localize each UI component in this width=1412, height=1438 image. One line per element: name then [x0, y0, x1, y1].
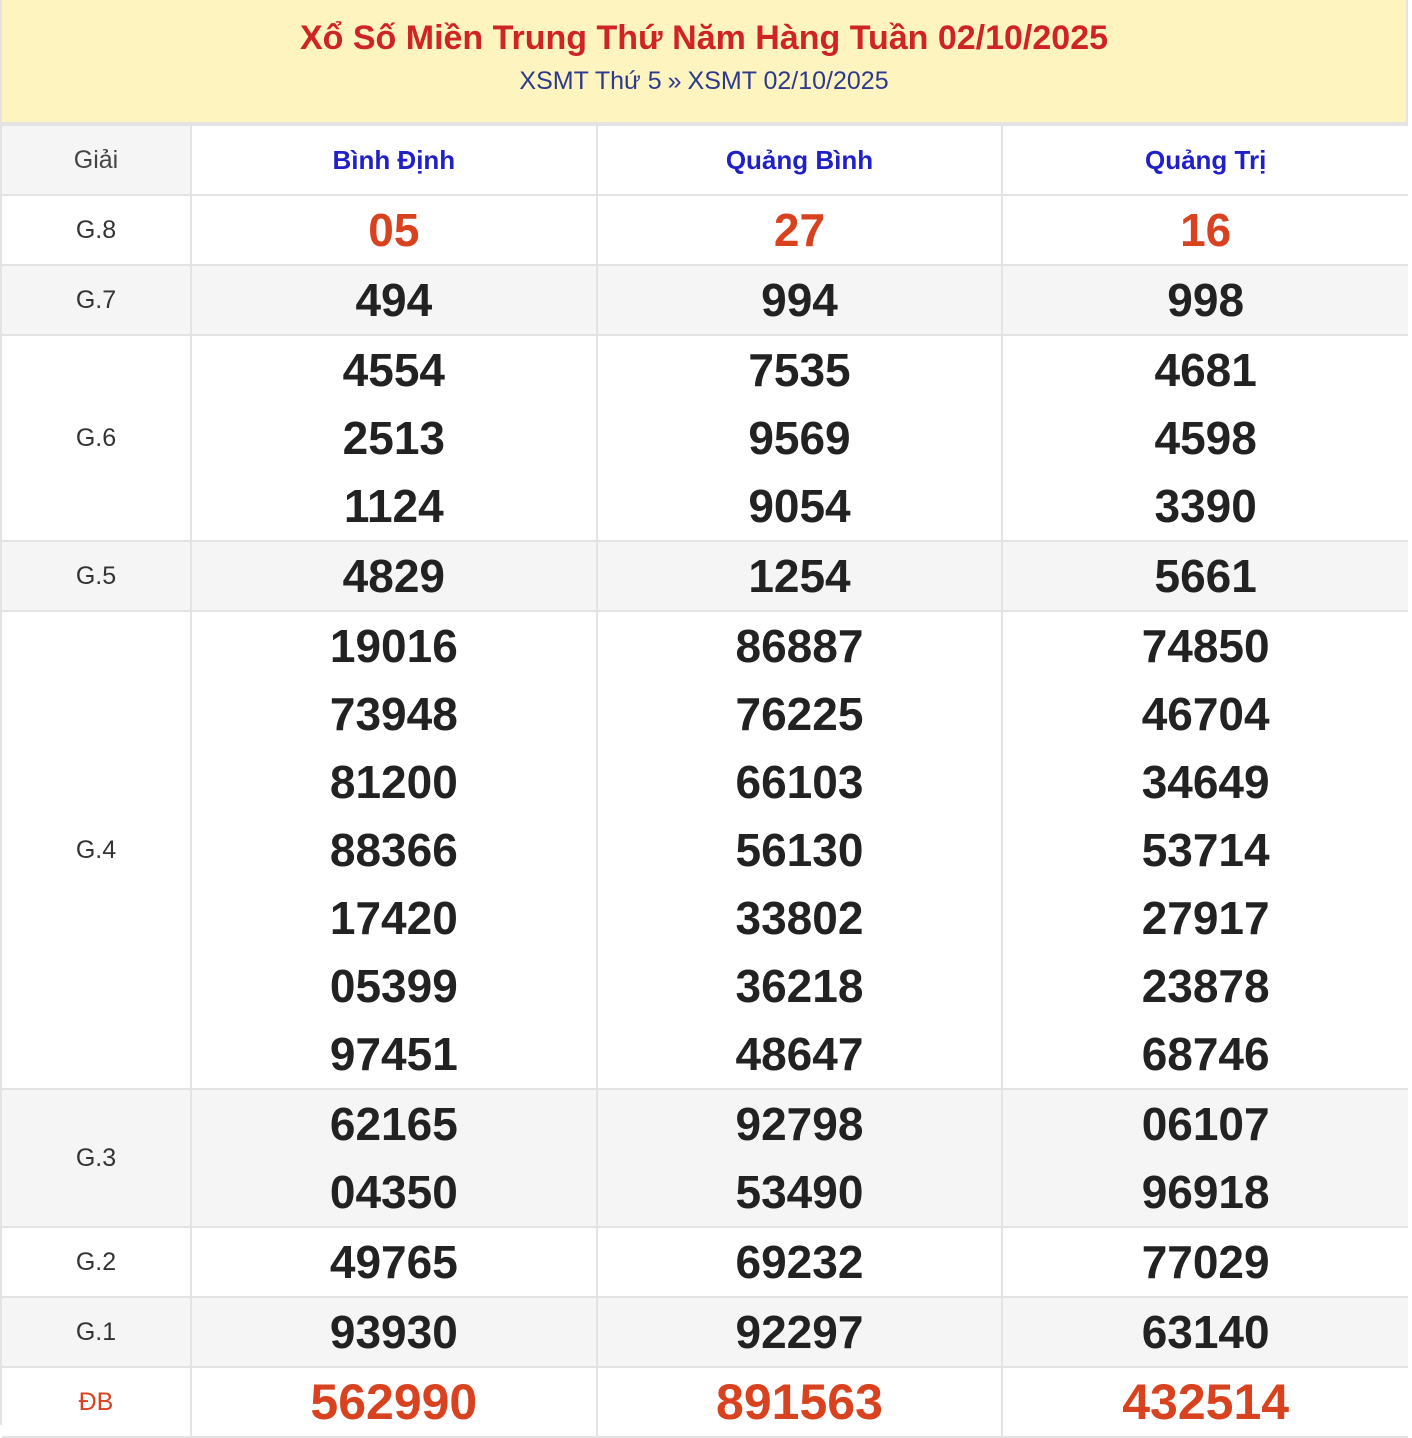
- prize-cell: [191, 335, 597, 541]
- breadcrumb-link-date[interactable]: XSMT 02/10/2025: [687, 67, 889, 95]
- prize-number: 92297: [735, 1306, 864, 1358]
- prize-cell: [597, 265, 1003, 335]
- prize-cell: [191, 611, 597, 1089]
- prize-number: 48647: [735, 1028, 864, 1080]
- prize-cell: [191, 265, 597, 335]
- prize-number: 04350: [329, 1166, 458, 1218]
- prize-row-special: [2, 1367, 1408, 1437]
- prize-row-g3: [2, 1089, 1408, 1227]
- prize-row-g2: [2, 1227, 1408, 1297]
- prize-number: 4554: [342, 344, 445, 396]
- prize-cell: [1002, 195, 1408, 265]
- breadcrumb-link-weekday[interactable]: XSMT Thứ 5: [519, 67, 662, 95]
- prize-number: 05399: [329, 960, 458, 1012]
- prize-cell: [1002, 1089, 1408, 1227]
- prize-cell: [1002, 611, 1408, 1089]
- province-header-quang-binh[interactable]: Quảng Bình: [597, 125, 1003, 195]
- prize-number: 49765: [329, 1236, 458, 1288]
- prize-row-g8: [2, 195, 1408, 265]
- prize-number: 4681: [1154, 344, 1257, 396]
- prize-number: 1124: [343, 480, 444, 532]
- province-header-binh-dinh[interactable]: Bình Định: [191, 125, 597, 195]
- prize-cell: [191, 1367, 597, 1437]
- prize-number: 4829: [342, 550, 445, 602]
- prize-cell: [597, 1297, 1003, 1367]
- results-table: [2, 124, 1408, 1438]
- prize-number: 96918: [1141, 1166, 1270, 1218]
- prize-row-g1: [2, 1297, 1408, 1367]
- province-header-quang-tri[interactable]: Quảng Trị: [1002, 125, 1408, 195]
- table-header-row: [2, 125, 1408, 195]
- prize-row-g5: [2, 541, 1408, 611]
- prize-number: 34649: [1141, 756, 1270, 808]
- prize-number: 9054: [748, 480, 851, 532]
- prize-cell: [1002, 541, 1408, 611]
- prize-cell: [1002, 1227, 1408, 1297]
- prize-column-header: Giải: [2, 125, 191, 195]
- prize-number: 46704: [1141, 688, 1270, 740]
- prize-number: 77029: [1141, 1236, 1270, 1288]
- prize-number: 23878: [1141, 960, 1270, 1012]
- prize-cell: [597, 1227, 1003, 1297]
- prize-label: G.2: [2, 1227, 191, 1297]
- prize-number: 88366: [329, 824, 458, 876]
- prize-number: 06107: [1141, 1098, 1270, 1150]
- prize-row-g7: [2, 265, 1408, 335]
- prize-number: 36218: [735, 960, 864, 1012]
- prize-number: 7535: [748, 344, 851, 396]
- prize-number: 53490: [735, 1166, 864, 1218]
- prize-number: 33802: [735, 892, 864, 944]
- prize-label: G.6: [2, 335, 191, 541]
- special-prize-number: 891563: [716, 1374, 883, 1430]
- prize-cell: [597, 1089, 1003, 1227]
- prize-number: 27: [773, 204, 826, 256]
- prize-number: 494: [355, 274, 433, 326]
- prize-row-g4: [2, 611, 1408, 1089]
- prize-cell: [597, 1367, 1003, 1437]
- prize-number: 994: [761, 274, 838, 326]
- prize-number: 92798: [735, 1098, 864, 1150]
- prize-number: 86887: [735, 620, 864, 672]
- prize-number: 66103: [735, 756, 864, 808]
- prize-number: 998: [1167, 274, 1245, 326]
- page-title: Xổ Số Miền Trung Thứ Năm Hàng Tuần 02/10/2025: [299, 19, 1109, 57]
- prize-label: G.3: [2, 1089, 191, 1227]
- prize-number: 69232: [735, 1236, 864, 1288]
- prize-cell: [1002, 1367, 1408, 1437]
- prize-label: G.8: [2, 195, 191, 265]
- special-prize-number: 432514: [1122, 1374, 1290, 1430]
- prize-label: G.5: [2, 541, 191, 611]
- prize-row-g6: [2, 335, 1408, 541]
- prize-number: 97451: [329, 1028, 458, 1080]
- prize-cell: [1002, 265, 1408, 335]
- prize-cell: [1002, 335, 1408, 541]
- prize-cell: [597, 335, 1003, 541]
- prize-cell: [597, 195, 1003, 265]
- prize-cell: [597, 611, 1003, 1089]
- prize-number: 9569: [748, 412, 851, 464]
- prize-label: G.7: [2, 265, 191, 335]
- prize-number: 5661: [1154, 550, 1257, 602]
- prize-number: 76225: [735, 688, 864, 740]
- special-prize-number: 562990: [310, 1374, 478, 1430]
- prize-number: 53714: [1141, 824, 1270, 876]
- prize-cell: [597, 541, 1003, 611]
- prize-number: 73948: [329, 688, 458, 740]
- prize-number: 62165: [329, 1098, 458, 1150]
- breadcrumb: [2, 66, 1406, 96]
- prize-number: 81200: [329, 756, 458, 808]
- results-banner: [2, 0, 1406, 124]
- prize-cell: [191, 1297, 597, 1367]
- prize-number: 3390: [1154, 480, 1257, 532]
- prize-number: 56130: [735, 824, 864, 876]
- breadcrumb-separator: »: [667, 67, 682, 95]
- prize-number: 27917: [1141, 892, 1270, 944]
- prize-cell: [191, 541, 597, 611]
- prize-cell: [1002, 1297, 1408, 1367]
- prize-number: 17420: [329, 892, 458, 944]
- prize-label: G.1: [2, 1297, 191, 1367]
- prize-number: 74850: [1141, 620, 1270, 672]
- prize-number: 19016: [329, 620, 458, 672]
- prize-number: 2513: [342, 412, 445, 464]
- prize-number: 05: [368, 204, 420, 256]
- prize-number: 63140: [1141, 1306, 1270, 1358]
- prize-number: 1254: [748, 550, 851, 602]
- prize-cell: [191, 195, 597, 265]
- prize-label: G.4: [2, 611, 191, 1089]
- prize-number: 4598: [1154, 412, 1257, 464]
- prize-number: 93930: [329, 1306, 458, 1358]
- prize-label-special: ĐB: [2, 1367, 191, 1437]
- prize-number: 68746: [1141, 1028, 1270, 1080]
- prize-cell: [191, 1227, 597, 1297]
- prize-cell: [191, 1089, 597, 1227]
- prize-number: 16: [1180, 204, 1232, 256]
